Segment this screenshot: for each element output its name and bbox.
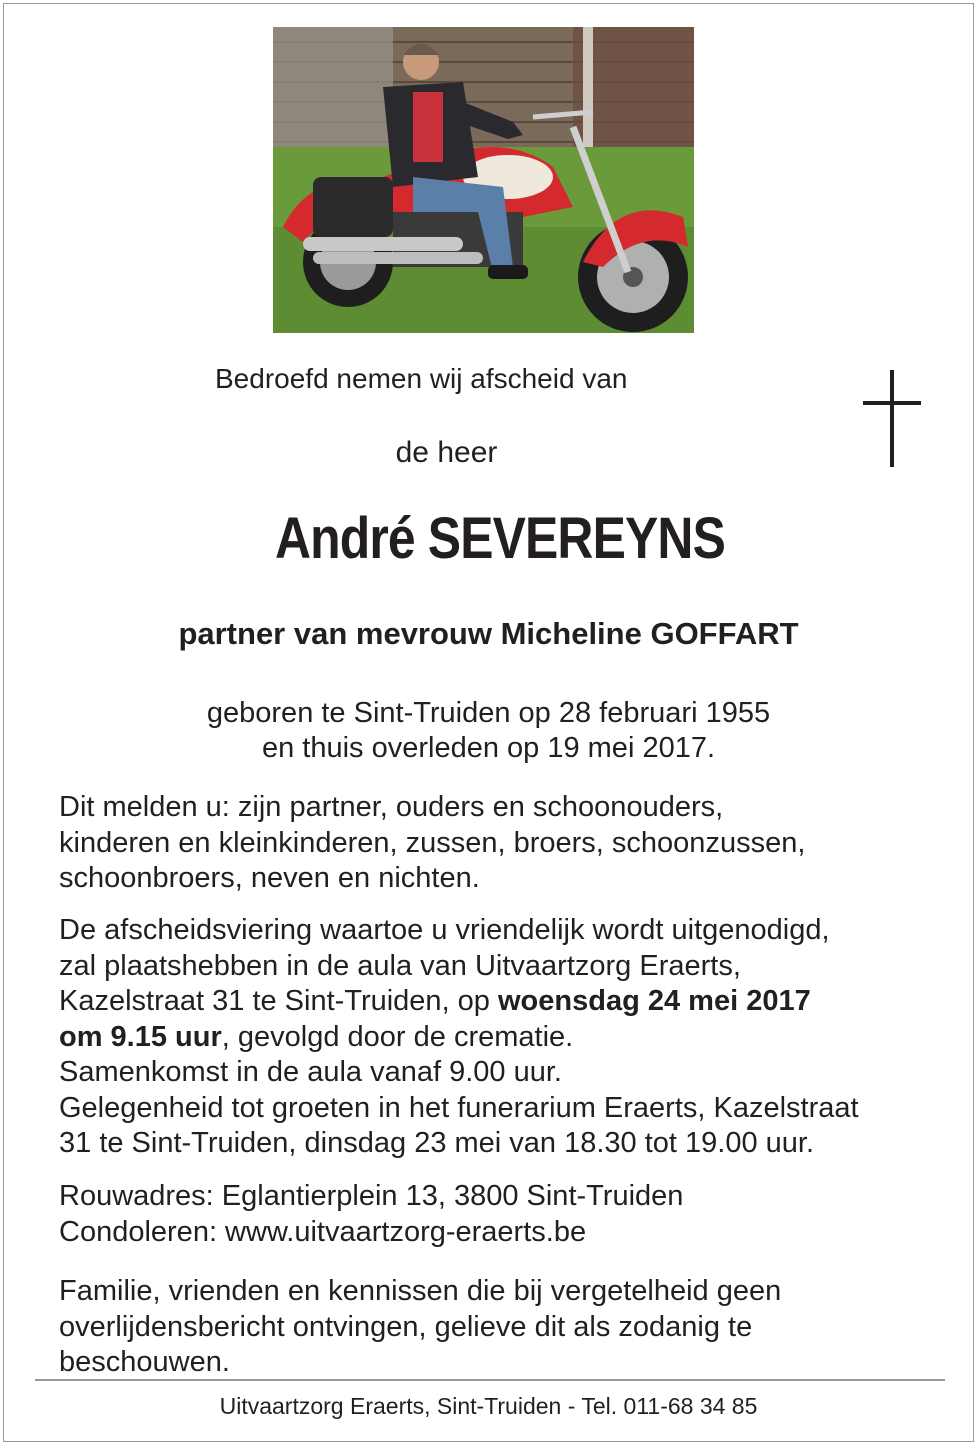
portrait-photo bbox=[273, 27, 694, 333]
notice-line: overlijdensbericht ontvingen, gelieve dit als zodanig te bbox=[59, 1310, 753, 1343]
family-line: schoonbroers, neven en nichten. bbox=[59, 862, 480, 894]
notice-line: Familie, vrienden en kennissen die bij vergetelheid geen bbox=[59, 1275, 782, 1307]
notice-line: beschouwen. bbox=[59, 1346, 230, 1378]
family-line: kinderen en kleinkinderen, zussen, broers, schoonzussen, bbox=[59, 826, 806, 859]
ceremony-date: woensdag 24 mei 2017 bbox=[498, 985, 811, 1017]
ceremony-line: Samenkomst in de aula vanaf 9.00 uur. bbox=[59, 1056, 562, 1088]
deceased-name: André SEVEREYNS bbox=[274, 506, 725, 571]
family-line: Dit melden u: zijn partner, ouders en schoonouders, bbox=[59, 791, 724, 823]
condolence-website: Condoleren: www.uitvaartzorg-eraerts.be bbox=[59, 1215, 587, 1248]
title-prefix: de heer bbox=[395, 436, 498, 469]
ceremony-line bbox=[59, 984, 939, 1020]
death-line: en thuis overleden op 19 mei 2017. bbox=[261, 732, 716, 764]
ceremony-time: om 9.15 uur bbox=[59, 1020, 222, 1053]
address-paragraph bbox=[59, 1179, 939, 1250]
notice-paragraph bbox=[59, 1274, 939, 1381]
ceremony-line: Gelegenheid tot groeten in het funerarium Eraerts, Kazelstraat bbox=[59, 1091, 859, 1124]
mourning-address: Rouwadres: Eglantierplein 13, 3800 Sint-Truiden bbox=[59, 1180, 684, 1212]
funeral-home-footer: Uitvaartzorg Eraerts, Sint-Truiden - Tel. 011-68 34 85 bbox=[219, 1393, 758, 1419]
ceremony-line: De afscheidsviering waartoe u vriendelijk wordt uitgenodigd, bbox=[59, 914, 830, 946]
ceremony-line bbox=[59, 1020, 939, 1056]
birth-line: geboren te Sint-Truiden op 28 februari 1955 bbox=[206, 697, 771, 729]
intro-text: Bedroefd nemen wij afscheid van bbox=[215, 363, 628, 394]
ceremony-followup: , gevolgd door de crematie. bbox=[221, 1020, 574, 1053]
footer-divider bbox=[35, 1379, 945, 1381]
ceremony-location: Kazelstraat 31 te Sint-Truiden, op bbox=[59, 985, 498, 1017]
family-paragraph bbox=[59, 790, 939, 897]
ceremony-line: zal plaatshebben in de aula van Uitvaartzorg Eraerts, bbox=[59, 949, 741, 982]
ceremony-line: 31 te Sint-Truiden, dinsdag 23 mei van 18.30 tot 19.00 uur. bbox=[59, 1127, 815, 1159]
partner-line: partner van mevrouw Micheline GOFFART bbox=[178, 616, 799, 651]
ceremony-paragraph bbox=[59, 913, 939, 1162]
birth-death-block bbox=[0, 696, 977, 766]
